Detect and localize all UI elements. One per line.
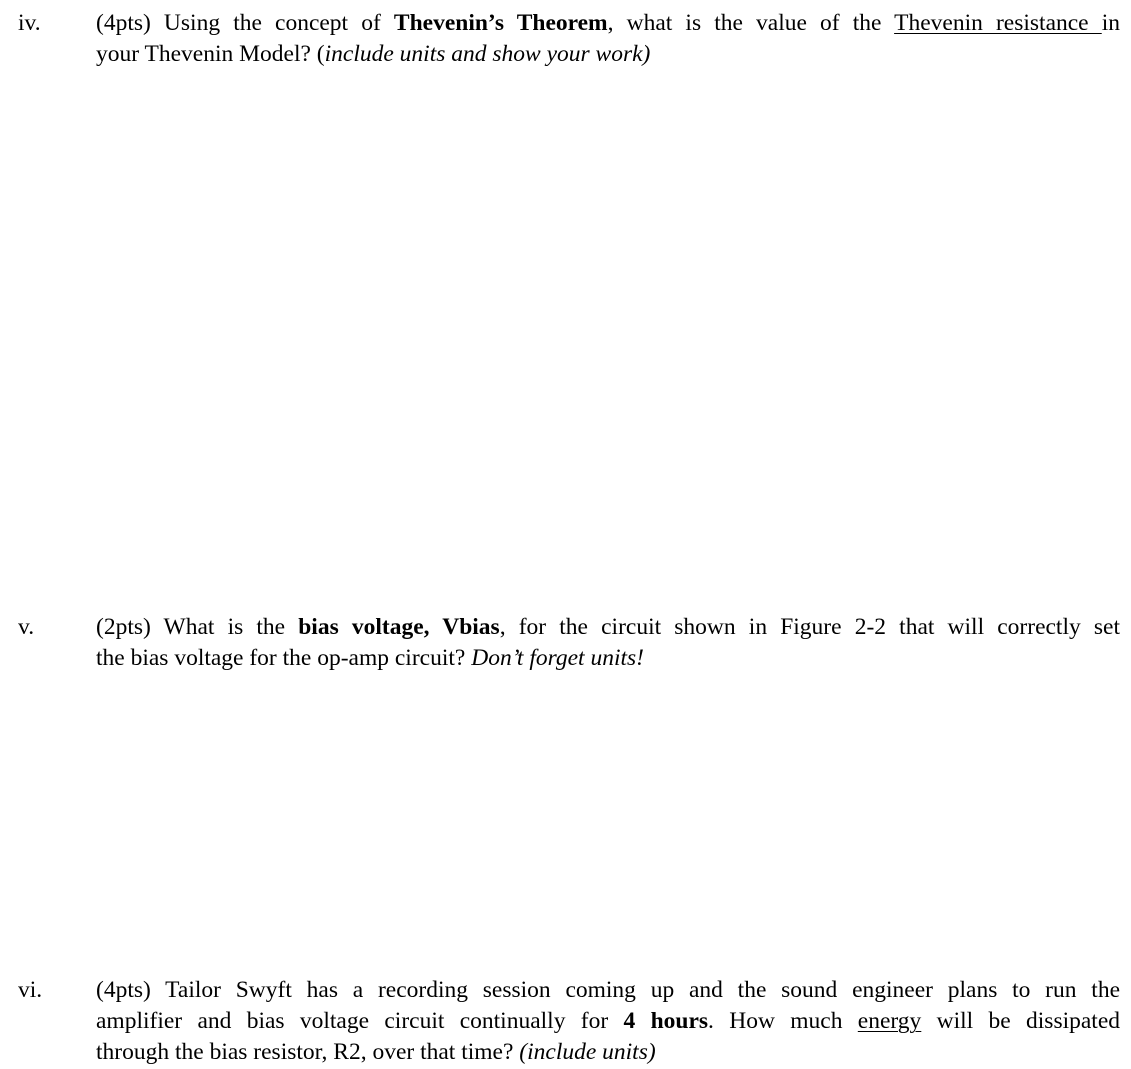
text-run: (4pts) Tailor Swyft has a recording session coming up and the sound engineer plans to run the bbox=[96, 977, 1120, 1003]
text-run: , for the circuit shown in Figure 2-2 that will correctly set bbox=[499, 614, 1120, 640]
text-run: . How much bbox=[708, 1008, 858, 1034]
question-line bbox=[96, 643, 1120, 674]
question-line bbox=[96, 1037, 1120, 1068]
text-run: the bias voltage for the op-amp circuit? bbox=[96, 645, 472, 671]
question-line bbox=[96, 1006, 1120, 1037]
italic-instruction: include units and show your work) bbox=[324, 41, 651, 67]
text-run: amplifier and bias voltage circuit continually for bbox=[96, 1008, 624, 1034]
text-run: your Thevenin Model? ( bbox=[96, 41, 325, 67]
italic-instruction: Don’t forget units! bbox=[471, 645, 644, 671]
question-number: v. bbox=[18, 614, 35, 640]
text-run: (4pts) Using the concept of bbox=[96, 10, 394, 36]
bold-term: 4 hours bbox=[623, 1008, 709, 1034]
text-run: through the bias resistor, R2, over that time? bbox=[96, 1039, 520, 1065]
text-run: will be dissipated bbox=[921, 1008, 1121, 1034]
text-run: in bbox=[1101, 10, 1121, 36]
text-run: (2pts) What is the bbox=[96, 614, 299, 640]
bold-term: bias voltage, Vbias bbox=[298, 614, 500, 640]
question-line bbox=[96, 39, 1120, 70]
question-number: vi. bbox=[18, 977, 43, 1003]
question-line bbox=[96, 975, 1120, 1006]
question-line bbox=[96, 612, 1120, 643]
underlined-term: Thevenin resistance bbox=[894, 10, 1102, 36]
question-text bbox=[96, 8, 1120, 70]
bold-term: Thevenin’s Theorem bbox=[393, 10, 608, 36]
underlined-term: energy bbox=[857, 1008, 922, 1034]
question-number: iv. bbox=[18, 10, 41, 36]
italic-instruction: (include units) bbox=[519, 1039, 656, 1065]
question-text bbox=[96, 612, 1120, 674]
text-run: , what is the value of the bbox=[607, 10, 895, 36]
question-line bbox=[96, 8, 1120, 39]
question-text bbox=[96, 975, 1120, 1068]
